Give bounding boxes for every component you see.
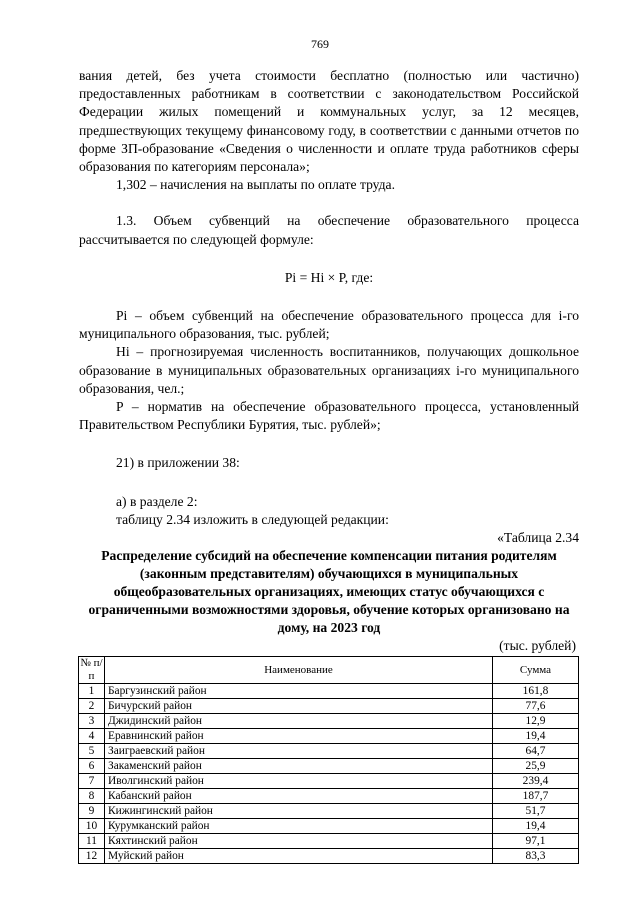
table-row <box>79 819 579 834</box>
table-row <box>79 834 579 849</box>
row-sum: 51,7 <box>493 804 579 819</box>
row-name: Кабанский район <box>105 789 493 804</box>
paragraph: P – норматив на обеспечение образовательного процесса, установленный Правительством Республики Бурятия, тыс. рублей»; <box>79 399 579 433</box>
row-name: Кяхтинский район <box>105 834 493 849</box>
paragraph: таблицу 2.34 изложить в следующей редакции: <box>116 511 389 527</box>
row-number: 9 <box>79 804 105 819</box>
row-name: Еравнинский район <box>105 729 493 744</box>
subsidy-table <box>78 656 579 864</box>
row-sum: 77,6 <box>493 699 579 714</box>
row-number: 3 <box>79 714 105 729</box>
row-number: 2 <box>79 699 105 714</box>
row-name: Джидинский район <box>105 714 493 729</box>
row-number: 5 <box>79 744 105 759</box>
table-row <box>79 729 579 744</box>
table-row <box>79 714 579 729</box>
table-row <box>79 789 579 804</box>
header-sum: Сумма <box>493 657 579 684</box>
page-number: 769 <box>311 37 329 51</box>
row-name: Муйский район <box>105 849 493 864</box>
row-name: Закаменский район <box>105 759 493 774</box>
row-name: Заиграевский район <box>105 744 493 759</box>
row-sum: 161,8 <box>493 684 579 699</box>
header-number: № п/п <box>80 657 103 683</box>
row-number: 10 <box>79 819 105 834</box>
row-number: 7 <box>79 774 105 789</box>
row-sum: 25,9 <box>493 759 579 774</box>
paragraph: 1.3. Объем субвенций на обеспечение образовательного процесса рассчитывается по следующей формуле: <box>79 213 579 247</box>
row-name: Бичурский район <box>105 699 493 714</box>
table-row <box>79 684 579 699</box>
paragraph: вания детей, без учета стоимости бесплатно (полностью или частично) предоставленных работникам в соответствии с законодательством Российской Федерации жилых помещений и коммунальных услуг, за 12 месяцев, предшествующих текущему финансовому году, в соответствии с данными отчетов по форме ЗП-образование «Сведения о численности и оплате труда работников сферы образования по категориям персонала»; <box>79 68 579 175</box>
table-row <box>79 804 579 819</box>
header-name: Наименование <box>105 657 493 684</box>
row-sum: 83,3 <box>493 849 579 864</box>
row-name: Баргузинский район <box>105 684 493 699</box>
table-row <box>79 699 579 714</box>
row-number: 11 <box>79 834 105 849</box>
row-sum: 19,4 <box>493 819 579 834</box>
paragraph: Hi – прогнозируемая численность воспитанников, получающих дошкольное образование в муниципальных образовательных организациях i-го муниципального образования, чел.; <box>79 344 579 396</box>
table-row <box>79 744 579 759</box>
table-row <box>79 759 579 774</box>
table-reference: «Таблица 2.34 <box>497 530 579 546</box>
table-title: Распределение субсидий на обеспечение компенсации питания родителям (законным представителям) обучающихся в муниципальных общеобразовательных организациях, имеющих статус обучающихся с ограниченными возможностями здоровья, обучение которых организовано на дому, на 2023 год <box>88 548 570 636</box>
table-unit: (тыс. рублей) <box>499 638 576 654</box>
row-name: Кижингинский район <box>105 804 493 819</box>
paragraph: 1,302 – начисления на выплаты по оплате труда. <box>116 177 395 193</box>
paragraph: 21) в приложении 38: <box>116 455 240 471</box>
document-body <box>79 67 579 864</box>
row-number: 4 <box>79 729 105 744</box>
row-sum: 187,7 <box>493 789 579 804</box>
row-sum: 97,1 <box>493 834 579 849</box>
row-number: 8 <box>79 789 105 804</box>
row-sum: 239,4 <box>493 774 579 789</box>
row-sum: 64,7 <box>493 744 579 759</box>
row-sum: 12,9 <box>493 714 579 729</box>
table-row <box>79 849 579 864</box>
table-header-row <box>79 657 579 684</box>
paragraph: Pi – объем субвенций на обеспечение образовательного процесса для i-го муниципального образования, тыс. рублей; <box>79 308 579 342</box>
row-name: Иволгинский район <box>105 774 493 789</box>
row-number: 12 <box>79 849 105 864</box>
row-number: 6 <box>79 759 105 774</box>
formula: Pi = Hi × P, где: <box>284 269 374 285</box>
row-name: Курумканский район <box>105 819 493 834</box>
table-body <box>79 684 579 864</box>
paragraph: а) в разделе 2: <box>116 493 198 509</box>
row-number: 1 <box>79 684 105 699</box>
table-row <box>79 774 579 789</box>
row-sum: 19,4 <box>493 729 579 744</box>
